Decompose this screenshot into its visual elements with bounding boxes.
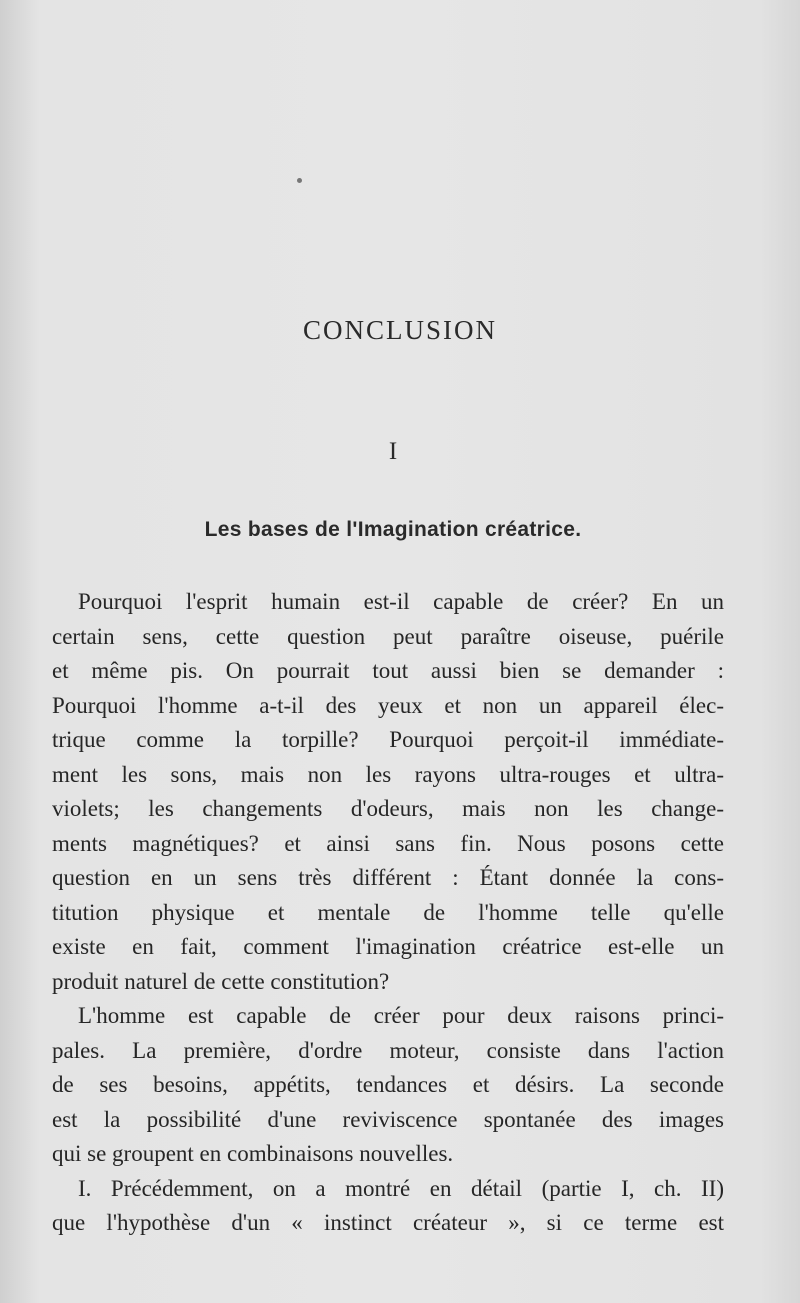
text-line: Pourquoi l'homme a-t-il des yeux et non un appareil élec-	[52, 692, 724, 718]
ink-speck	[297, 178, 302, 183]
text-line: pales. La première, d'ordre moteur, consiste dans l'action	[52, 1037, 724, 1063]
text-line: trique comme la torpille? Pourquoi perçoit-il immédiate-	[52, 727, 724, 752]
text-line: que l'hypothèse d'un « instinct créateur », si ce terme est	[52, 1210, 724, 1235]
section-subtitle: Les bases de l'Imagination créatrice.	[204, 518, 582, 541]
section-numeral: I	[388, 438, 398, 465]
text-line: et même pis. On pourrait tout aussi bien se demander :	[52, 658, 724, 683]
text-line: violets; les changements d'odeurs, mais non les change-	[52, 796, 724, 821]
body-text	[52, 585, 724, 1241]
text-line: qui se groupent en combinaisons nouvelles.	[52, 1141, 454, 1166]
text-line: titution physique et mentale de l'homme telle qu'elle	[52, 899, 724, 925]
text-line: L'homme est capable de créer pour deux raisons princi-	[78, 1003, 724, 1028]
text-line: de ses besoins, appétits, tendances et désirs. La seconde	[52, 1072, 724, 1097]
text-line: Pourquoi l'esprit humain est-il capable de créer? En un	[78, 589, 724, 614]
text-line: est la possibilité d'une reviviscence spontanée des images	[52, 1106, 724, 1132]
text-line: question en un sens très différent : Étant donnée la cons-	[52, 865, 724, 890]
text-line: produit naturel de cette constitution?	[52, 968, 390, 994]
text-line: existe en fait, comment l'imagination créatrice est-elle un	[52, 934, 724, 959]
text-line: certain sens, cette question peut paraître oiseuse, puérile	[52, 623, 724, 649]
text-line: I. Précédemment, on a montré en détail (partie I, ch. II)	[78, 1175, 724, 1201]
text-line: ments magnétiques? et ainsi sans fin. Nous posons cette	[52, 830, 724, 856]
chapter-title: CONCLUSION	[302, 315, 497, 345]
text-line: ment les sons, mais non les rayons ultra-rouges et ultra-	[52, 761, 724, 787]
